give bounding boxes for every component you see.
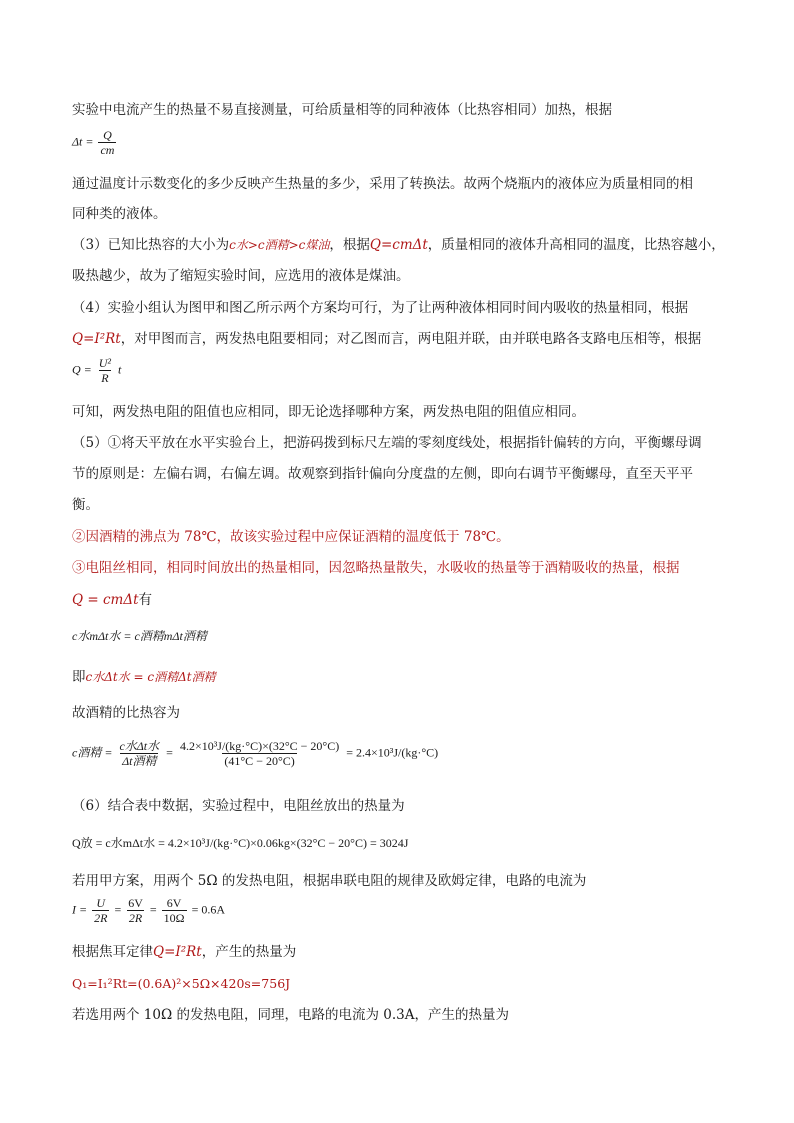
denominator: R xyxy=(101,371,109,385)
specific-heat-comparison: c水>c酒精>c煤油 xyxy=(229,238,330,252)
text-line-9: （5）①将天平放在水平实验台上，把游码拨到标尺左端的零刻度线处，根据指针偏转的方向，平衡螺母调 xyxy=(72,435,702,451)
text-line-5: 吸热越少，故为了缩短实验时间，应选用的液体是煤油。 xyxy=(72,268,410,284)
text-segment: ，对甲图而言，两发热电阻要相同；对乙图而言，两电阻并联，由并联电路各支路电压相等，根据 xyxy=(120,331,702,347)
denominator: 10Ω xyxy=(163,911,185,925)
equals-sign: = xyxy=(166,745,173,760)
formula-ratio: c水Δt水 = c酒精Δt酒精 xyxy=(85,670,216,684)
fraction xyxy=(178,739,341,768)
equals-sign: = xyxy=(149,902,157,917)
formula-tail: t xyxy=(118,362,122,377)
numerator: 6V xyxy=(128,896,143,910)
text-line-19: 若用甲方案，用两个 5Ω 的发热电阻，根据串联电阻的规律及欧姆定律，电路的电流为 xyxy=(72,873,587,889)
denominator: cm xyxy=(100,143,115,157)
text-segment: 有 xyxy=(138,592,152,608)
formula-heat-equality: c水mΔt水 = c酒精mΔt酒精 xyxy=(72,629,207,643)
equals-sign: = xyxy=(114,902,122,917)
text-line-17: 故酒精的比热容为 xyxy=(72,705,180,721)
formula-lhs: Q = xyxy=(72,362,92,377)
text-segment: （3）已知比热容的大小为 xyxy=(72,237,230,253)
heat-formula: Q = cmΔt xyxy=(72,592,139,608)
text-line-14 xyxy=(72,591,152,609)
text-line-1: 实验中电流产生的热量不易直接测量，可给质量相等的同种液体（比热容相同）加热，根据 xyxy=(72,102,612,118)
formula-delta-t xyxy=(72,128,118,157)
text-segment: ，产生的热量为 xyxy=(201,944,297,960)
text-segment: ，根据 xyxy=(329,237,370,253)
text-line-3: 同种类的液体。 xyxy=(72,206,167,222)
joule-formula: Q=I²Rt xyxy=(153,944,202,960)
formula-alcohol-specific-heat xyxy=(72,739,438,768)
text-line-13: ③电阻丝相同，相同时间放出的热量相同，因忽略热量散失，水吸收的热量等于酒精吸收的热量，根据 xyxy=(72,560,680,576)
numerator: c水Δt水 xyxy=(119,739,160,753)
text-line-10: 节的原则是：左偏右调，右偏左调。故观察到指针偏向分度盘的左侧，即向右调节平衡螺母，直至天平平 xyxy=(72,466,693,482)
text-segment: 即 xyxy=(72,669,86,685)
numerator: 6V xyxy=(166,896,182,910)
formula-lhs: c酒精 = xyxy=(72,745,113,760)
text-line-16 xyxy=(72,668,216,686)
text-line-8: 可知，两发热电阻的阻值也应相同，即无论选择哪种方案，两发热电阻的阻值应相同。 xyxy=(72,404,585,420)
text-line-2: 通过温度计示数变化的多少反映产生热量的多少，采用了转换法。故两个烧瓶内的液体应为质量相同的相 xyxy=(72,176,693,192)
fraction xyxy=(92,896,109,925)
fraction xyxy=(126,896,145,925)
formula-result: = 0.6A xyxy=(191,902,226,917)
text-line-4 xyxy=(72,236,725,254)
fraction xyxy=(97,356,113,385)
numerator: U² xyxy=(98,356,112,370)
formula-lhs: Δt = xyxy=(72,134,94,149)
numerator: Q xyxy=(103,128,112,142)
text-line-20 xyxy=(72,943,296,961)
text-line-12: ②因酒精的沸点为 78℃，故该实验过程中应保证酒精的温度低于 78℃。 xyxy=(72,529,510,545)
fraction xyxy=(98,128,116,157)
text-segment: 根据焦耳定律 xyxy=(72,944,153,960)
joule-formula: Q=I²Rt xyxy=(72,331,121,347)
denominator: 2R xyxy=(128,911,143,925)
numerator: U xyxy=(96,896,106,910)
numerator: 4.2×10³J/(kg·°C)×(32°C − 20°C) xyxy=(179,739,340,753)
formula-result: = 2.4×10³J/(kg·°C) xyxy=(346,745,439,760)
text-line-22: 若选用两个 10Ω 的发热电阻，同理，电路的电流为 0.3A，产生的热量为 xyxy=(72,1007,509,1023)
denominator: 2R xyxy=(94,911,108,925)
text-line-18: （6）结合表中数据，实验过程中，电阻丝放出的热量为 xyxy=(72,798,405,814)
formula-q-u2-r xyxy=(72,356,121,385)
text-line-7 xyxy=(72,330,701,348)
formula-heat-released: Q放 = c水mΔt水 = 4.2×10³J/(kg·°C)×0.06kg×(32°C − 20°C) = 3024J xyxy=(72,836,409,850)
formula-heat-5-ohm: Q₁=I₁²Rt=(0.6A)²×5Ω×420s=756J xyxy=(72,976,291,991)
fraction xyxy=(162,896,187,925)
fraction xyxy=(117,739,161,768)
text-line-11: 衡。 xyxy=(72,497,99,513)
denominator: (41°C − 20°C) xyxy=(224,754,295,768)
formula-current xyxy=(72,896,225,925)
heat-formula: Q=cmΔt xyxy=(369,237,428,253)
denominator: Δt酒精 xyxy=(122,754,157,768)
formula-lhs: I = xyxy=(72,902,88,917)
text-line-6: （4）实验小组认为图甲和图乙所示两个方案均可行，为了让两种液体相同时间内吸收的热量相同，根据 xyxy=(72,300,689,316)
text-segment: ，质量相同的液体升高相同的温度，比热容越小， xyxy=(427,237,725,253)
